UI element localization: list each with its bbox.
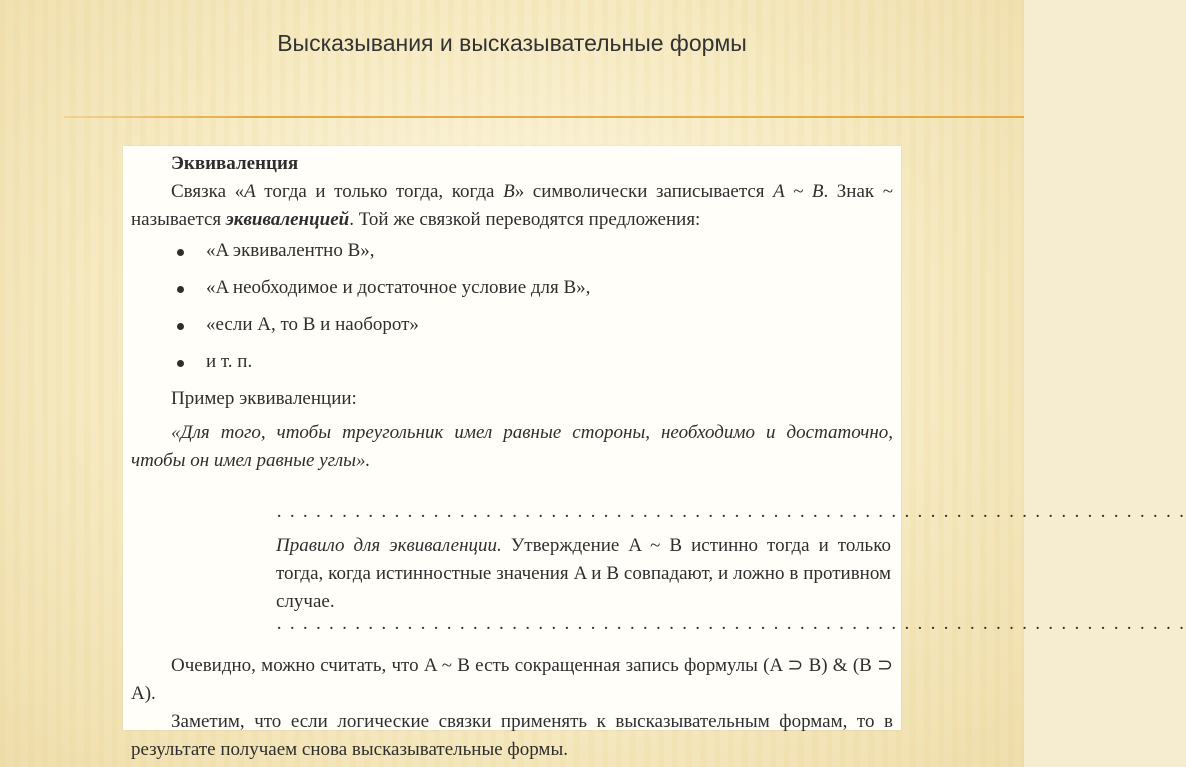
- intro-text-1: Связка «: [171, 181, 245, 202]
- list-item: [131, 237, 893, 265]
- rule-text: [276, 532, 891, 616]
- dotted-divider-bottom: · · · · · · · · · · · · · · · · · · · · · · · · · · · · · · · · · · · · · · · · · · · · · · · · · · · · · · · · · · · · · · · · · · · · · ·: [276, 618, 1186, 639]
- bullet-icon: [177, 360, 184, 367]
- rule-box: [276, 506, 1186, 640]
- intro-text-5: . Той же связкой переводятся предложения:: [349, 209, 701, 230]
- slide-title: Высказывания и высказывательные формы: [277, 30, 747, 56]
- intro-term: эквиваленцией: [225, 209, 350, 230]
- intro-formula: A ~ B: [773, 181, 824, 202]
- intro-var-b: B: [503, 181, 515, 202]
- list-item: [131, 274, 893, 302]
- document-text: [131, 150, 1186, 764]
- intro-text-3: » символически записывается: [514, 181, 774, 202]
- rule-body: Утверждение A ~ B истинно тогда и только тогда, когда истинностные значения A и B совпадают, и ложно в противном случае.: [276, 535, 891, 612]
- bullet-icon: [177, 249, 184, 256]
- note-paragraph: Заметим, что если логические связки применять к высказывательным формам, то в результате получаем снова высказывательные формы.: [131, 711, 893, 760]
- list-item-text: «A эквивалентно B»,: [206, 240, 375, 261]
- list-item-text: «если A, то B и наоборот»: [206, 314, 419, 335]
- title-underline: [64, 116, 1024, 118]
- document-image: [123, 146, 1186, 760]
- section-heading: Эквиваленция: [171, 153, 299, 174]
- bullet-list: [131, 237, 893, 376]
- intro-var-a: A: [244, 181, 256, 202]
- bullet-icon: [177, 323, 184, 330]
- example-label: Пример эквиваленции:: [171, 388, 357, 409]
- intro-paragraph: [131, 178, 893, 234]
- obvious-paragraph: Очевидно, можно считать, что A ~ B есть сокращенная запись формулы (A ⊃ B) & (B ⊃ A).: [131, 655, 893, 704]
- rule-lead: Правило для эквиваленции.: [276, 535, 502, 556]
- intro-text-4: . Знак ~ называется: [131, 181, 894, 230]
- list-item: [131, 348, 893, 376]
- list-item-text: и т. п.: [206, 351, 253, 372]
- dotted-divider-top: · · · · · · · · · · · · · · · · · · · · · · · · · · · · · · · · · · · · · · · · · · · · · · · · · · · · · · · · · · · · · · · · · · · · · ·: [276, 506, 1186, 527]
- list-item: [131, 311, 893, 339]
- intro-text-2: тогда и только тогда, когда: [255, 181, 504, 202]
- list-item-text: «A необходимое и достаточное условие для B»,: [206, 277, 591, 298]
- bullet-icon: [177, 286, 184, 293]
- example-quote: «Для того, чтобы треугольник имел равные стороны, необходимо и достаточно, чтобы он имел равные углы».: [131, 422, 893, 471]
